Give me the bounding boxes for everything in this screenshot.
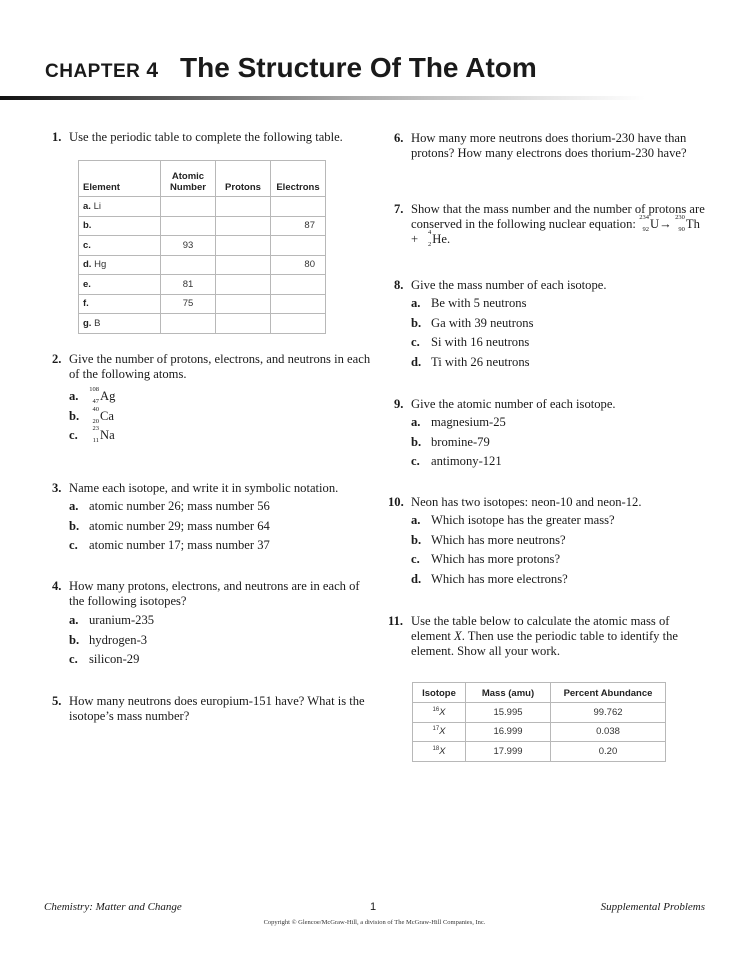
cell-atomic-number xyxy=(160,197,215,217)
item-text: silicon-29 xyxy=(89,652,140,666)
question-number: 8. xyxy=(394,278,404,292)
item-text: Ga with 39 neutrons xyxy=(431,315,534,330)
item-letter: b. xyxy=(411,532,422,547)
cell-electrons xyxy=(270,236,325,256)
question-text: Give the atomic number of each isotope. xyxy=(411,397,616,411)
nuclide: 40 20 Ca xyxy=(92,405,114,425)
cell-element: e. xyxy=(79,275,161,295)
nuclear-equation: 234 92 U→ 230 90 Th + 4 2 He. xyxy=(411,214,700,248)
list-item xyxy=(69,631,372,651)
question-number: 6. xyxy=(394,131,404,145)
list-item xyxy=(411,570,708,590)
question-number: 7. xyxy=(394,202,404,216)
item-letter: a. xyxy=(69,389,79,403)
nuclide: 23 11 Na xyxy=(92,425,115,444)
question-number: 5. xyxy=(52,694,62,708)
cell-element: g. B xyxy=(79,314,161,334)
list-item xyxy=(69,517,372,537)
page-number: 1 xyxy=(370,901,377,913)
cell-mass: 15.995 xyxy=(466,703,551,723)
cell-atomic-number: 81 xyxy=(160,275,215,295)
list-item xyxy=(69,650,372,670)
item-text: hydrogen-3 xyxy=(89,632,148,647)
table-row xyxy=(79,275,326,295)
item-letter: b. xyxy=(69,408,80,423)
cell-atomic-number xyxy=(160,255,215,275)
question-number: 11. xyxy=(388,614,404,628)
list-item xyxy=(69,497,372,517)
cell-isotope: $^{17}$X xyxy=(413,722,466,742)
question-10 xyxy=(388,495,708,589)
question-7 xyxy=(394,202,709,247)
cell-electrons: 80 xyxy=(270,255,325,275)
question-6 xyxy=(394,131,709,161)
list-item xyxy=(411,550,708,570)
cell-electrons xyxy=(270,197,325,217)
table-row xyxy=(79,294,326,314)
chapter-title: The Structure Of The Atom xyxy=(180,52,537,83)
item-text: Ti with 26 neutrons xyxy=(431,354,530,369)
cell-atomic-number xyxy=(160,314,215,334)
question-4 xyxy=(52,579,372,670)
nuclide: 108 47 Ag xyxy=(89,386,116,405)
item-text: uranium-235 xyxy=(89,613,155,627)
item-text: magnesium-25 xyxy=(431,415,506,429)
item-letter: d. xyxy=(411,354,422,369)
item-letter: a. xyxy=(411,415,421,429)
cell-protons xyxy=(215,314,270,334)
header-protons: Protons xyxy=(215,161,270,197)
chapter-label: CHAPTER xyxy=(45,61,141,82)
item-text: Which has more neutrons? xyxy=(431,532,566,547)
cell-mass: 17.999 xyxy=(466,742,551,762)
cell-abundance: 99.762 xyxy=(551,703,666,723)
cell-isotope: $^{16}$X xyxy=(413,703,466,723)
table-row xyxy=(79,255,326,275)
list-item xyxy=(411,333,709,353)
question-text: Use the periodic table to complete the following table. xyxy=(69,130,343,144)
item-text: Which has more electrons? xyxy=(431,571,568,586)
question-number: 4. xyxy=(52,579,62,593)
cell-element: d. Hg xyxy=(79,255,161,275)
list-item xyxy=(411,314,709,334)
cell-protons xyxy=(215,236,270,256)
question-number: 10. xyxy=(388,495,404,509)
item-letter: a. xyxy=(69,613,79,627)
question-number: 1. xyxy=(52,130,62,144)
footer-book-title: Chemistry: Matter and Change xyxy=(44,901,182,913)
list-item xyxy=(69,536,372,556)
question-number: 2. xyxy=(52,352,62,366)
cell-element: c. xyxy=(79,236,161,256)
list-item xyxy=(411,433,709,453)
table-row xyxy=(79,314,326,334)
item-letter: b. xyxy=(411,434,422,449)
question-9 xyxy=(394,397,709,472)
item-letter: d. xyxy=(411,571,422,586)
question-8 xyxy=(394,278,709,372)
question-number: 3. xyxy=(52,481,62,495)
list-item xyxy=(411,511,708,531)
cell-protons xyxy=(215,255,270,275)
copyright: Copyright © Glencoe/McGraw-Hill, a division of The McGraw-Hill Companies, Inc. xyxy=(263,919,486,926)
item-text: atomic number 26; mass number 56 xyxy=(89,499,270,513)
table-row xyxy=(79,236,326,256)
cell-atomic-number xyxy=(160,216,215,236)
cell-atomic-number: 93 xyxy=(160,236,215,256)
header-rule xyxy=(0,96,645,100)
footer-section: Supplemental Problems xyxy=(600,901,705,913)
question-text: Show that the mass number and the number of protons are conserved in the following nuclear equation: 234 92 U→ 230 90 Th + 4 2 He. xyxy=(411,202,705,248)
item-text: Si with 16 neutrons xyxy=(431,335,530,349)
chapter-number: 4 xyxy=(146,59,159,82)
question-11 xyxy=(388,614,708,659)
header-mass: Mass (amu) xyxy=(466,683,551,703)
arrow-icon: → xyxy=(659,217,672,231)
question-2 xyxy=(52,352,372,446)
list-item xyxy=(411,531,708,551)
item-letter: b. xyxy=(69,632,80,647)
list-item xyxy=(69,426,372,446)
question-text: Use the table below to calculate the atomic mass of element X. Then use the periodic table to identify the element. Show all your work. xyxy=(411,614,678,658)
cell-element: a. Li xyxy=(79,197,161,217)
cell-abundance: 0.038 xyxy=(551,722,666,742)
isotope-table xyxy=(412,682,666,762)
cell-protons xyxy=(215,197,270,217)
item-text: Which has more protons? xyxy=(431,552,561,566)
list-item xyxy=(411,413,709,433)
item-text: Which isotope has the greater mass? xyxy=(431,513,615,527)
item-letter: b. xyxy=(69,518,80,533)
item-letter: c. xyxy=(411,454,420,468)
header-isotope: Isotope xyxy=(413,683,466,703)
question-number: 9. xyxy=(394,397,404,411)
item-text: Be with 5 neutrons xyxy=(431,296,527,310)
question-text: How many protons, electrons, and neutrons are in each of the following isotopes? xyxy=(69,579,360,608)
cell-protons xyxy=(215,216,270,236)
chapter-header xyxy=(45,52,537,84)
cell-electrons: 87 xyxy=(270,216,325,236)
cell-electrons xyxy=(270,314,325,334)
item-letter: c. xyxy=(69,652,78,666)
table-row xyxy=(413,722,666,742)
item-letter: a. xyxy=(411,296,421,310)
item-letter: a. xyxy=(69,499,79,513)
cell-abundance: 0.20 xyxy=(551,742,666,762)
cell-electrons xyxy=(270,294,325,314)
element-table xyxy=(78,160,326,334)
header-atomic-number: Atomic Number xyxy=(160,161,215,197)
question-text: How many neutrons does europium-151 have? What is the isotope’s mass number? xyxy=(69,694,365,723)
list-item xyxy=(69,407,372,427)
list-item xyxy=(411,294,709,314)
nuclide-uranium: 234 92 U xyxy=(639,214,660,233)
item-letter: c. xyxy=(69,538,78,552)
item-letter: b. xyxy=(411,315,422,330)
cell-element: b. xyxy=(79,216,161,236)
header-element: Element xyxy=(79,161,161,197)
question-3 xyxy=(52,481,372,556)
item-letter: c. xyxy=(411,335,420,349)
cell-atomic-number: 75 xyxy=(160,294,215,314)
list-item xyxy=(411,452,709,472)
header-electrons: Electrons xyxy=(270,161,325,197)
cell-protons xyxy=(215,275,270,295)
question-text: Name each isotope, and write it in symbolic notation. xyxy=(69,481,339,495)
nuclide-thorium: 230 90 Th xyxy=(675,214,700,233)
item-text: atomic number 29; mass number 64 xyxy=(89,518,270,533)
item-text: antimony-121 xyxy=(431,454,502,468)
list-item xyxy=(69,387,372,407)
question-5 xyxy=(52,694,372,724)
table-row xyxy=(413,742,666,762)
question-text: Neon has two isotopes: neon-10 and neon-12. xyxy=(411,495,642,509)
question-text: How many more neutrons does thorium-230 have than protons? How many electrons does thorium-230 have? xyxy=(411,131,687,160)
cell-isotope: $^{18}$X xyxy=(413,742,466,762)
list-item xyxy=(411,353,709,373)
equation-label: equation: xyxy=(589,217,636,231)
list-item xyxy=(69,611,372,631)
nuclide-helium: 4 2 He xyxy=(428,229,447,248)
header-percent-abundance: Percent Abundance xyxy=(551,683,666,703)
question-text: Give the mass number of each isotope. xyxy=(411,278,607,292)
item-letter: a. xyxy=(411,513,421,527)
table-row xyxy=(413,703,666,723)
cell-protons xyxy=(215,294,270,314)
question-text: Give the number of protons, electrons, and neutrons in each of the following atoms. xyxy=(69,352,371,381)
item-letter: c. xyxy=(411,552,420,566)
cell-mass: 16.999 xyxy=(466,722,551,742)
question-1 xyxy=(52,130,372,145)
item-letter: c. xyxy=(69,428,78,442)
table-row xyxy=(79,216,326,236)
item-text: bromine-79 xyxy=(431,434,490,449)
cell-electrons xyxy=(270,275,325,295)
table-row xyxy=(79,197,326,217)
cell-element: f. xyxy=(79,294,161,314)
item-text: atomic number 17; mass number 37 xyxy=(89,538,270,552)
